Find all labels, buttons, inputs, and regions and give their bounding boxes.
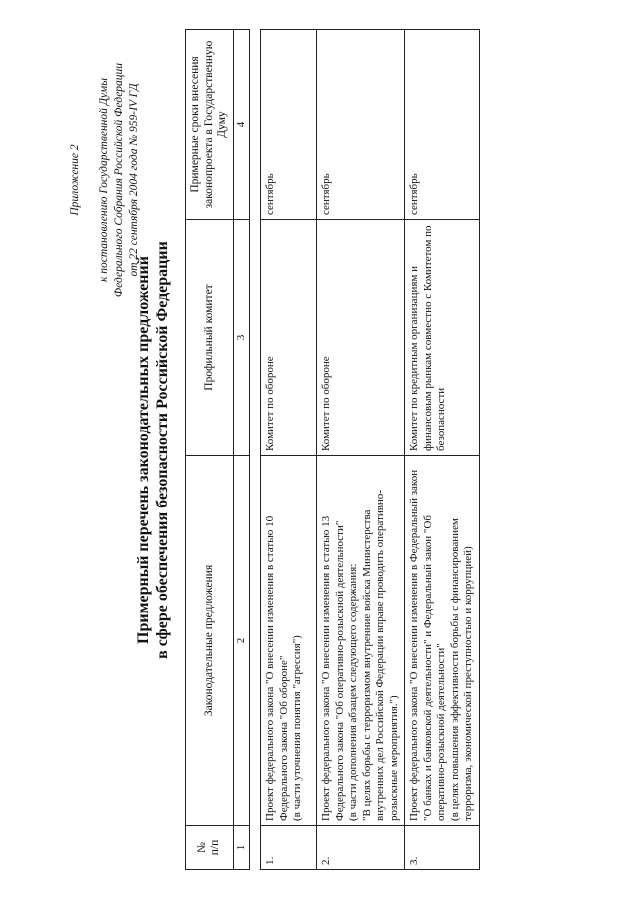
row-number: 2. [317,826,405,870]
document-page [30,30,620,870]
column-number: 3 [233,220,250,456]
row-proposal: Проект федерального закона "О внесении изменения в статью 13 Федерального закона "Об оперативно-розыскной деятельности" (в части дополнения абзацем следующего содержания: "В целях борьбы с терроризмом внутренние войска Министерства внутренних дел Российской Федерации вправе проводить оперативно-розыскные мероприятия.") [317,456,405,826]
row-proposal: Проект федерального закона "О внесении изменения в статью 10 Федерального закона "Об обороне" (в части уточнения понятия "агрессия") [261,456,317,826]
row-number: 3. [405,826,480,870]
appendix-line: к постановлению Государственной Думы [98,78,110,283]
appendix-title: Приложение 2 [69,144,81,216]
row-proposal: Проект федерального закона "О внесении изменения в Федеральный закон "О банках и банковской деятельности" и Федеральный закон "Об оперативно-розыскной деятельности" (в целях повышения эффективности борьбы с финансированием терроризма, экономической преступностью и коррупцией) [405,456,480,826]
proposals-table [185,29,480,870]
column-number-row [233,30,250,870]
row-committee: Комитет по кредитным организациям и финансовым рынкам совместно с Комитетом по безопасности [405,220,480,456]
appendix-line: Федерального Собрания Российской Федерации [113,62,125,298]
table-row [405,30,480,870]
title-line-1: Примерный перечень законодательных предложений [135,256,152,644]
column-number: 4 [233,30,250,220]
appendix-line: от 22 сентября 2004 года № 959-IV ГД [128,83,140,277]
row-term: сентябрь [405,30,480,220]
header-term: Примерные сроки внесения законопроекта в Государственную Думу [186,30,234,220]
row-term: сентябрь [261,30,317,220]
header-proposals: Законодательные предложения [186,456,234,826]
row-committee: Комитет по обороне [261,220,317,456]
appendix-block [68,50,142,310]
table-row [261,30,317,870]
column-number: 2 [233,456,250,826]
header-number: № п/п [186,826,234,870]
column-number: 1 [233,826,250,870]
row-committee: Комитет по обороне [317,220,405,456]
row-number: 1. [261,826,317,870]
title-line-2: в сфере обеспечения безопасности Российской Федерации [154,241,171,659]
header-committee: Профильный комитет [186,220,234,456]
table-row [317,30,405,870]
row-term: сентябрь [317,30,405,220]
page-title [134,30,172,870]
table-header-row [186,30,234,870]
